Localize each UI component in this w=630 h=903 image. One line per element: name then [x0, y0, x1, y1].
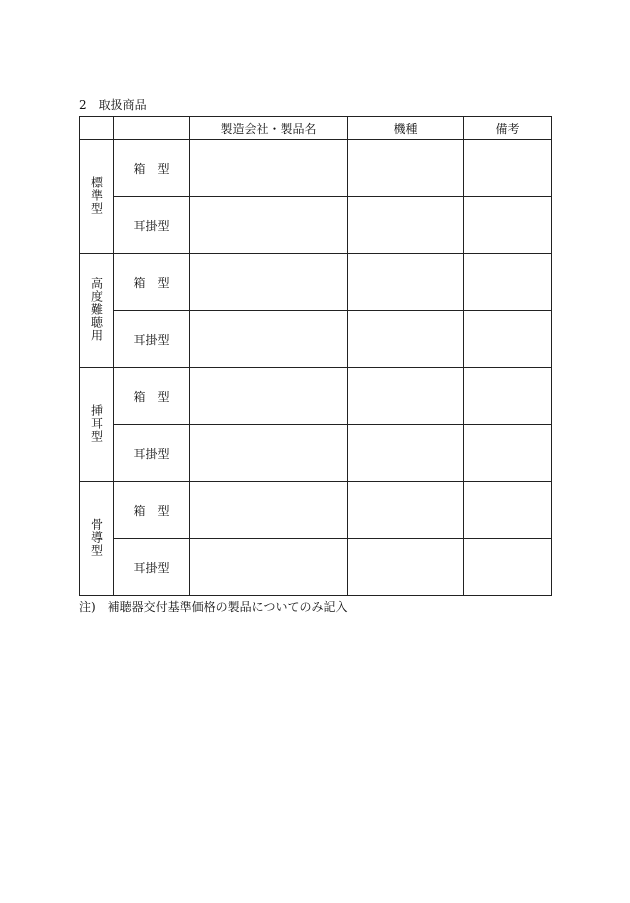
table-row: [80, 368, 552, 425]
header-manufacturer: 製造会社・製品名: [190, 117, 348, 140]
table-row: [80, 425, 552, 482]
type-cell: [114, 254, 190, 311]
remarks-cell[interactable]: [464, 539, 552, 596]
remarks-cell[interactable]: [464, 425, 552, 482]
manufacturer-cell[interactable]: [190, 197, 348, 254]
category-label: 挿耳型: [89, 403, 104, 443]
model-cell[interactable]: [348, 368, 464, 425]
type-cell: [114, 482, 190, 539]
type-label: 耳掛型: [133, 218, 170, 233]
model-cell[interactable]: [348, 539, 464, 596]
type-cell: [114, 311, 190, 368]
model-cell[interactable]: [348, 311, 464, 368]
manufacturer-cell[interactable]: [190, 368, 348, 425]
type-label: 箱 型: [133, 161, 170, 176]
type-label: 耳掛型: [133, 560, 170, 575]
category-label-cell: [80, 368, 114, 482]
category-label-cell: [80, 482, 114, 596]
type-label: 箱 型: [133, 503, 170, 518]
model-cell[interactable]: [348, 482, 464, 539]
table-row: [80, 539, 552, 596]
remarks-cell[interactable]: [464, 140, 552, 197]
manufacturer-cell[interactable]: [190, 311, 348, 368]
table-row: [80, 254, 552, 311]
table-row: [80, 311, 552, 368]
section-title: 2 取扱商品: [79, 98, 147, 112]
remarks-cell[interactable]: [464, 482, 552, 539]
manufacturer-cell[interactable]: [190, 140, 348, 197]
products-table: [79, 116, 552, 596]
category-label: 標準型: [89, 175, 104, 215]
remarks-cell[interactable]: [464, 254, 552, 311]
type-label: 箱 型: [133, 275, 170, 290]
header-blank-category: [80, 117, 114, 140]
type-label: 耳掛型: [133, 332, 170, 347]
table-row: [80, 140, 552, 197]
model-cell[interactable]: [348, 254, 464, 311]
type-cell: [114, 368, 190, 425]
header-remarks: 備考: [464, 117, 552, 140]
category-label-cell: [80, 140, 114, 254]
remarks-cell[interactable]: [464, 311, 552, 368]
header-model: 機種: [348, 117, 464, 140]
model-cell[interactable]: [348, 140, 464, 197]
type-cell: [114, 539, 190, 596]
type-label: 耳掛型: [133, 446, 170, 461]
remarks-cell[interactable]: [464, 368, 552, 425]
type-label: 箱 型: [133, 389, 170, 404]
manufacturer-cell[interactable]: [190, 425, 348, 482]
category-label: 高度難聴用: [89, 276, 104, 342]
category-label: 骨導型: [89, 517, 104, 557]
table-row: [80, 482, 552, 539]
header-blank-type: [114, 117, 190, 140]
header-row: [80, 117, 552, 140]
remarks-cell[interactable]: [464, 197, 552, 254]
type-cell: [114, 140, 190, 197]
type-cell: [114, 425, 190, 482]
footnote: 注) 補聴器交付基準価格の製品についてのみ記入: [79, 600, 348, 614]
model-cell[interactable]: [348, 425, 464, 482]
category-label-cell: [80, 254, 114, 368]
type-cell: [114, 197, 190, 254]
manufacturer-cell[interactable]: [190, 539, 348, 596]
manufacturer-cell[interactable]: [190, 254, 348, 311]
table-row: [80, 197, 552, 254]
manufacturer-cell[interactable]: [190, 482, 348, 539]
model-cell[interactable]: [348, 197, 464, 254]
